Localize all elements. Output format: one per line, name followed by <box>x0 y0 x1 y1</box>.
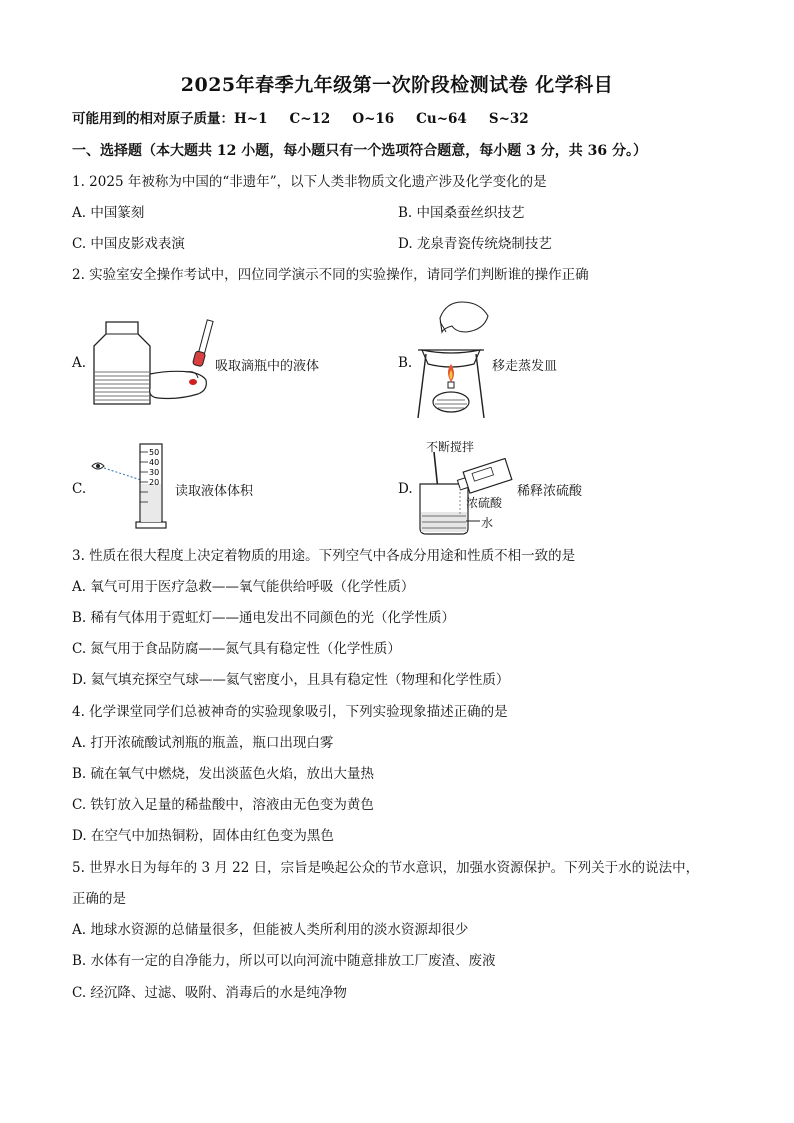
atomic-mass-h: H~1 <box>234 111 268 127</box>
question-4-option-d: D. 在空气中加热铜粉，固体由红色变为黑色 <box>72 828 334 844</box>
beaker-acid-figure <box>414 448 516 538</box>
question-1-option-a: A. 中国篆刻 <box>72 205 145 221</box>
evaporating-dish-figure <box>410 298 492 424</box>
question-1-option-d: D. 龙泉青瓷传统烧制技艺 <box>398 236 552 252</box>
question-5-option-a: A. 地球水资源的总储量很多，但能被人类所利用的淡水资源却很少 <box>72 922 469 938</box>
atomic-mass-label: 可能用到的相对原子质量： <box>72 111 234 127</box>
question-3-option-c: C. 氮气用于食品防腐——氮气具有稳定性（化学性质） <box>72 641 401 657</box>
question-3-stem: 3. 性质在很大程度上决定着物质的用途。下列空气中各成分用途和性质不相一致的是 <box>72 548 576 564</box>
graduated-cylinder-figure <box>88 440 174 532</box>
dropper-bottle-figure <box>90 312 215 412</box>
section-heading: 一、选择题（本大题共 12 小题，每小题只有一个选项符合题意，每小题 3 分，共 36 分。） <box>72 143 647 159</box>
question-2-option-c-letter: C. <box>72 481 87 497</box>
question-4-option-a: A. 打开浓硫酸试剂瓶的瓶盖，瓶口出现白雾 <box>72 735 334 751</box>
question-5-option-b: B. 水体有一定的自净能力，所以可以向河流中随意排放工厂废渣、废液 <box>72 953 496 969</box>
question-3-option-b: B. 稀有气体用于霓虹灯——通电发出不同颜色的光（化学性质） <box>72 610 456 626</box>
question-4-option-c: C. 铁钉放入足量的稀盐酸中，溶液由无色变为黄色 <box>72 797 374 813</box>
question-2-option-a-letter: A. <box>72 355 87 371</box>
question-2-option-a-label: 吸取滴瓶中的液体 <box>215 359 320 374</box>
question-4-option-b: B. 硫在氧气中燃烧，发出淡蓝色火焰，放出大量热 <box>72 766 375 782</box>
question-1-option-b: B. 中国桑蚕丝织技艺 <box>398 205 525 221</box>
question-2-option-c-label: 读取液体体积 <box>175 484 254 499</box>
cylinder-tick-20: 20 <box>149 478 160 487</box>
question-4-stem: 4. 化学课堂同学们总被神奇的实验现象吸引，下列实验现象描述正确的是 <box>72 704 508 720</box>
cylinder-tick-50: 50 <box>149 448 160 457</box>
question-5-option-c: C. 经沉降、过滤、吸附、消毒后的水是纯净物 <box>72 985 347 1001</box>
water-pointer-line <box>466 514 480 528</box>
question-2-option-d-water-label: 水 <box>481 516 494 530</box>
question-3-option-d: D. 氦气填充探空气球——氦气密度小，且具有稳定性（物理和化学性质） <box>72 672 510 688</box>
question-5-stem-line1: 5. 世界水日为每年的 3 月 22 日，宗旨是唤起公众的节水意识，加强水资源保护。下列关于水的说法中， <box>72 860 700 876</box>
page-title: 2025年春季九年级第一次阶段检测试卷 化学科目 <box>180 74 614 96</box>
atomic-mass-o: O~16 <box>352 111 395 127</box>
question-2-option-d-acid-label: 浓硫酸 <box>466 496 503 510</box>
question-1-stem: 1. 2025 年被称为中国的“非遗年”，以下人类非物质文化遗产涉及化学变化的是 <box>72 174 547 190</box>
question-5-stem-line2: 正确的是 <box>72 891 126 907</box>
cylinder-tick-30: 30 <box>149 468 160 477</box>
atomic-mass-line <box>72 110 551 128</box>
question-1-option-c: C. 中国皮影戏表演 <box>72 236 185 252</box>
question-2-option-b-label: 移走蒸发皿 <box>492 359 558 374</box>
question-2-option-d-stir-label: 不断搅拌 <box>426 440 475 454</box>
atomic-mass-s: S~32 <box>488 111 529 127</box>
cylinder-tick-40: 40 <box>149 458 160 467</box>
question-2-option-d-letter: D. <box>398 481 413 497</box>
question-3-option-a: A. 氧气可用于医疗急救——氧气能供给呼吸（化学性质） <box>72 579 415 595</box>
atomic-mass-c: C~12 <box>289 111 331 127</box>
question-2-option-b-letter: B. <box>398 355 413 371</box>
question-2-option-d-label: 稀释浓硫酸 <box>517 484 583 499</box>
question-2-stem: 2. 实验室安全操作考试中，四位同学演示不同的实验操作，请同学们判断谁的操作正确 <box>72 267 589 283</box>
atomic-mass-cu: Cu~64 <box>416 111 467 127</box>
